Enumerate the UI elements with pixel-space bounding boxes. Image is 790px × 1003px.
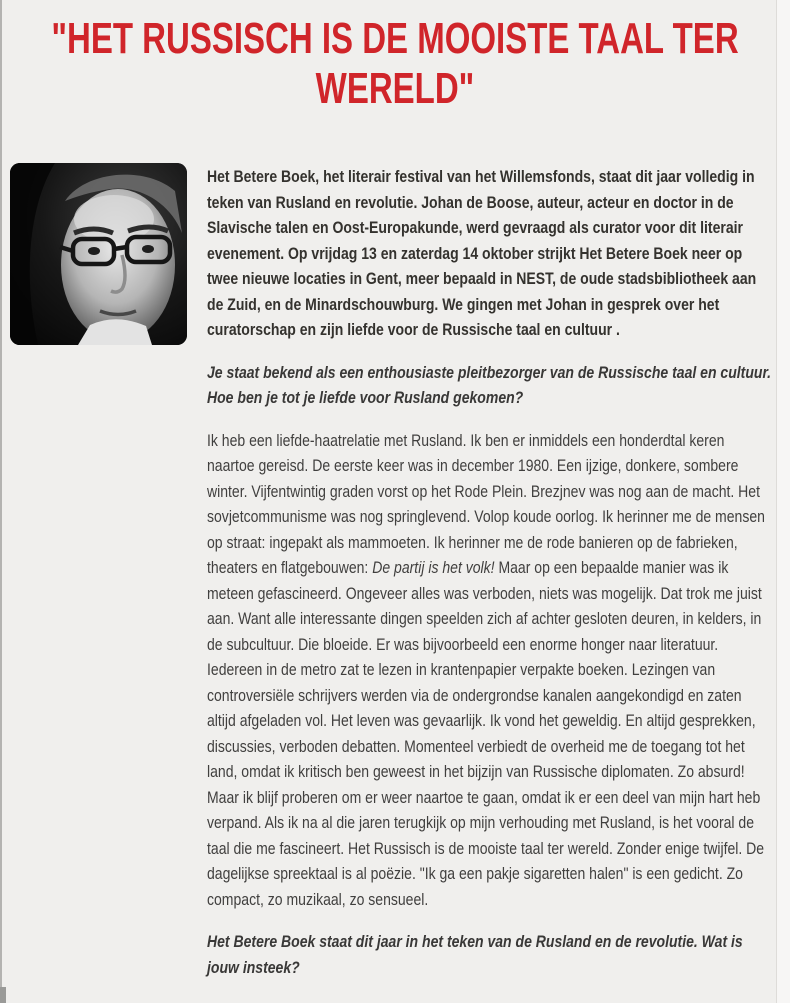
interview-question-2: Het Betere Boek staat dit jaar in het teken van de Rusland en de revolutie. Wat is jouw insteek? <box>207 933 743 977</box>
page-title-text: "HET RUSSISCH IS DE MOOISTE TAAL TER WERELD" <box>51 14 739 113</box>
page-right-gutter <box>776 0 790 1003</box>
text-run: Ik heb een liefde-haatrelatie met Rusland. Ik ben er inmiddels een honderdtal keren naartoe gereisd. De eerste keer was in december 1980. Een ijzige, donkere, sombere winter. Vijfentwintig graden vorst op het Rode Plein. Brezjnev was nog aan de macht. Het sovjetcommunisme was nog springlevend. Volop koude oorlog. Ik herinner me de mensen op straat: ingepakt als mammoeten. Ik herinner me de rode banieren op de fabrieken, theaters en flatgebouwen: <box>207 431 765 577</box>
page-title <box>0 0 790 116</box>
text-run: Maar op een bepaalde manier was ik meteen gefascineerd. Ongeveer alles was verboden, niets was mogelijk. Dat trok me juist aan. Want alle interessante dingen speelden zich af achter gesloten deuren, in kelders, in de subcultuur. Die bloeide. Er was bijvoorbeeld een enorme honger naar literatuur. Iedereen in de metro zat te lezen in krantenpapier verpakte boeken. Lezingen van controversiële schrijvers werden via de ondergrondse kanalen aangekondigd en zaten altijd afgeladen vol. Het leven was gevaarlijk. Ik vond het geweldig. En altijd gesprekken, discussies, verboden debatten. Momenteel verbiedt de overheid me de toegang tot het land, omdat ik kritisch ben geweest in het bijzijn van Russische diplomaten. Zo absurd! Maar ik blijf proberen om er weer naartoe te gaan, omdat ik er een deel van mijn hart heb verpand. Als ik na al die jaren terugkijk op mijn verhouding met Rusland, is het vooral de taal die me fascineert. Het Russisch is de mooiste taal ter wereld. Zonder enige twijfel. De dagelijkse spreektaal is al poëzie. "Ik ga een pakje sigaretten halen" is een gedicht. Zo compact, zo muzikaal, zo sensueel. <box>207 559 765 909</box>
page-left-border <box>0 0 2 1003</box>
interview-answer-1 <box>207 429 772 914</box>
text-run: De partij is het volk! <box>372 559 495 577</box>
intro-paragraph: Het Betere Boek, het literair festival van het Willemsfonds, staat dit jaar volledig in teken van Rusland en revolutie. Johan de Boose, auteur, acteur en doctor in de Slavische talen en Oost-Europakunde, werd gevraagd als curator voor dit literair evenement. Op vrijdag 13 en zaterdag 14 oktober strijkt Het Betere Boek neer op twee nieuwe locaties in Gent, meer bepaald in NEST, de oude stadsbibliotheek aan de Zuid, en de Minardschouwburg. We gingen met Johan in gesprek over het curatorschap en zijn liefde voor de Russische taal en cultuur . <box>207 168 757 339</box>
article-body <box>0 163 790 998</box>
article-text <box>207 165 772 981</box>
scrollbar-artifact <box>0 987 6 1003</box>
portrait-photo-image <box>10 163 187 345</box>
portrait-photo <box>10 163 187 345</box>
article-text-column <box>207 163 772 998</box>
interview-question-1: Je staat bekend als een enthousiaste pleitbezorger van de Russische taal en cultuur. Hoe ben je tot je liefde voor Rusland gekomen? <box>207 363 772 407</box>
